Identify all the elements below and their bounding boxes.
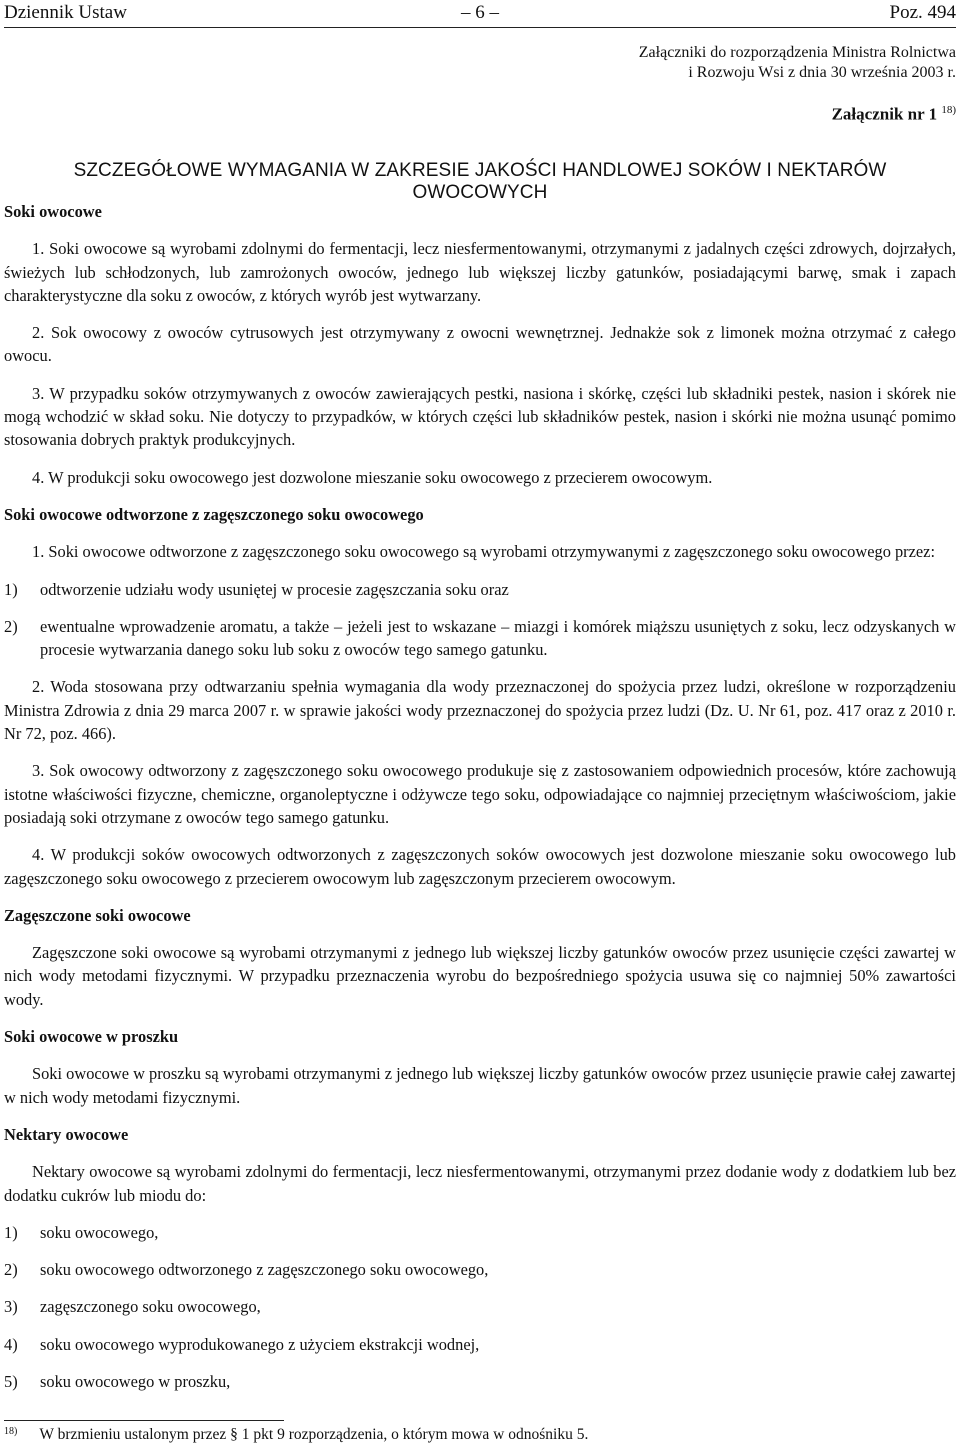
list-item-text: soku owocowego wyprodukowanego z użyciem ekstrakcji wodnej, (40, 1334, 480, 1354)
position-number: Poz. 494 (889, 2, 956, 23)
paragraph: 3. W przypadku soków otrzymywanych z owoców zawierających pestki, nasiona i skórkę, części lub składniki pestek, nasion i skórek nie mogą wchodzić w skład soku. Nie dotyczy to przypadków, w których części lub składników pestek, nasion i skórki nie można usunąć pomimo stosowania dobrych praktyk produkcyjnych. (4, 383, 956, 450)
paragraph: 1. Soki owocowe są wyrobami zdolnymi do fermentacji, lecz niesfermentowanymi, otrzymanymi z jadalnych części zdrowych, dojrzałych, świeżych lub schłodzonych, lub zamrożonych owoców, jednego lub większej liczby gatunków, posiadającymi barwę, smak i zapach charakterystyczne dla soku z owoców, z których wyrób jest wytwarzany. (4, 239, 956, 305)
list-item (4, 578, 956, 601)
attachment-ref-line2: i Rozwoju Wsi z dnia 30 września 2003 r. (688, 64, 956, 81)
list-item (4, 1295, 956, 1318)
footnote (4, 1426, 588, 1444)
list-item-number: 3) (4, 1297, 18, 1317)
paragraph: 3. Sok owocowy odtworzony z zagęszczonego soku owocowego produkuje się z zastosowaniem odpowiednich procesów, które zachowują istotne właściwości fizyczne, chemiczne, organoleptyczne i odżywcze tego soku, odpowiadające co najmniej przeciętnym właściwościom, jakie posiadają soki otrzymane z owoców tego samego gatunku. (4, 761, 956, 827)
list-item-number: 1) (4, 1222, 18, 1242)
list-item-text: odtworzenie udziału wody usuniętej w procesie zagęszczania soku oraz (40, 579, 509, 599)
paragraph: 4. W produkcji soku owocowego jest dozwolone mieszanie soku owocowego z przecierem owocowym. (32, 467, 713, 487)
attachment-ref-line1: Załączniki do rozporządzenia Ministra Rolnictwa (638, 44, 956, 61)
section-heading-reconstituted-juices: Soki owocowe odtworzone z zagęszczonego soku owocowego (4, 504, 424, 524)
paragraph: 1. Soki owocowe odtworzone z zagęszczonego soku owocowego są wyrobami otrzymywanymi z zagęszczonego soku owocowego przez: (32, 542, 936, 562)
list-item-text: ewentualne wprowadzenie aromatu, a także – jeżeli jest to wskazane – miazgi i komórek miąższu usuniętych z soku, lecz odzyskanych w procesie wytwarzania danego soku lub soku z owoców tego samego gatunku. (40, 616, 956, 660)
annex-number (832, 104, 956, 125)
paragraph: 2. Woda stosowana przy odtwarzaniu spełnia wymagania dla wody przeznaczonej do spożycia przez ludzi, określone w rozporządzeniu Ministra Zdrowia z dnia 29 marca 2007 r. w sprawie jakości wody przeznaczonej do spożycia przez ludzi (Dz. U. Nr 61, poz. 417 oraz z 2010 r. Nr 72, poz. 466). (4, 677, 956, 744)
list-item-text: soku owocowego odtworzonego z zagęszczonego soku owocowego, (40, 1260, 489, 1280)
paragraph: 2. Sok owocowy z owoców cytrusowych jest otrzymywany z owocni wewnętrznej. Jednakże sok z limonek można otrzymać z całego owocu. (4, 323, 956, 366)
paragraph: Soki owocowe w proszku są wyrobami otrzymanymi z jednego lub większej liczby gatunków owoców przez usunięcie prawie całej zawartej w nich wody metodami fizycznymi. (4, 1064, 956, 1107)
list-item (4, 615, 956, 662)
footnote-mark: 18) (4, 1426, 18, 1437)
paragraph: Nektary owocowe są wyrobami zdolnymi do fermentacji, lecz niesfermentowanymi, otrzymanymi przez dodanie wody z dodatkiem lub bez dodatku cukrów lub miodu do: (4, 1162, 956, 1205)
list-item-text: soku owocowego w proszku, (40, 1371, 231, 1391)
list-item-text: zagęszczonego soku owocowego, (40, 1297, 261, 1317)
list-item-number: 1) (4, 579, 18, 599)
list-item-number: 4) (4, 1334, 18, 1354)
paragraph: Zagęszczone soki owocowe są wyrobami otrzymanymi z jednego lub większej liczby gatunków owoców przez usunięcie części zawartej w nich wody metodami fizycznymi. W przypadku przeznaczenia wyrobu do bezpośredniego spożycia usuwa się co najmniej 50% zawartości wody. (4, 943, 956, 1009)
attachment-reference (639, 43, 956, 83)
page-number: – 6 – (461, 2, 499, 23)
footnote-divider (4, 1420, 284, 1421)
list-item-number: 5) (4, 1371, 18, 1391)
list-item-number: 2) (4, 616, 18, 636)
document-page (4, 0, 956, 1447)
annex-label: Załącznik nr 1 (831, 104, 938, 124)
journal-name: Dziennik Ustaw (4, 2, 127, 23)
list-item (4, 1258, 956, 1281)
document-title: SZCZEGÓŁOWE WYMAGANIA W ZAKRESIE JAKOŚCI HANDLOWEJ SOKÓW I NEKTARÓW OWOCOWYCH (73, 160, 887, 203)
document-body (4, 200, 956, 1393)
section-heading-powdered-juices: Soki owocowe w proszku (4, 1027, 179, 1047)
list-item-number: 2) (4, 1260, 18, 1280)
list-item (4, 1370, 956, 1393)
header-divider (4, 27, 956, 28)
annex-footnote-mark: 18) (941, 104, 956, 116)
list-item (4, 1221, 956, 1244)
list-item-text: soku owocowego, (40, 1222, 159, 1242)
page-header (4, 2, 956, 26)
section-heading-nectars: Nektary owocowe (4, 1124, 129, 1144)
section-heading-fruit-juices: Soki owocowe (4, 202, 102, 221)
section-heading-concentrated-juices: Zagęszczone soki owocowe (4, 905, 191, 925)
footnote-text: W brzmieniu ustalonym przez § 1 pkt 9 rozporządzenia, o którym mowa w odnośniku 5. (39, 1426, 589, 1443)
list-item (4, 1333, 956, 1356)
paragraph: 4. W produkcji soków owocowych odtworzonych z zagęszczonych soków owocowych jest dozwolone mieszanie soku owocowego lub zagęszczonego soku owocowego z przecierem owocowym lub zagęszczonym przecierem owocowym. (4, 845, 956, 888)
